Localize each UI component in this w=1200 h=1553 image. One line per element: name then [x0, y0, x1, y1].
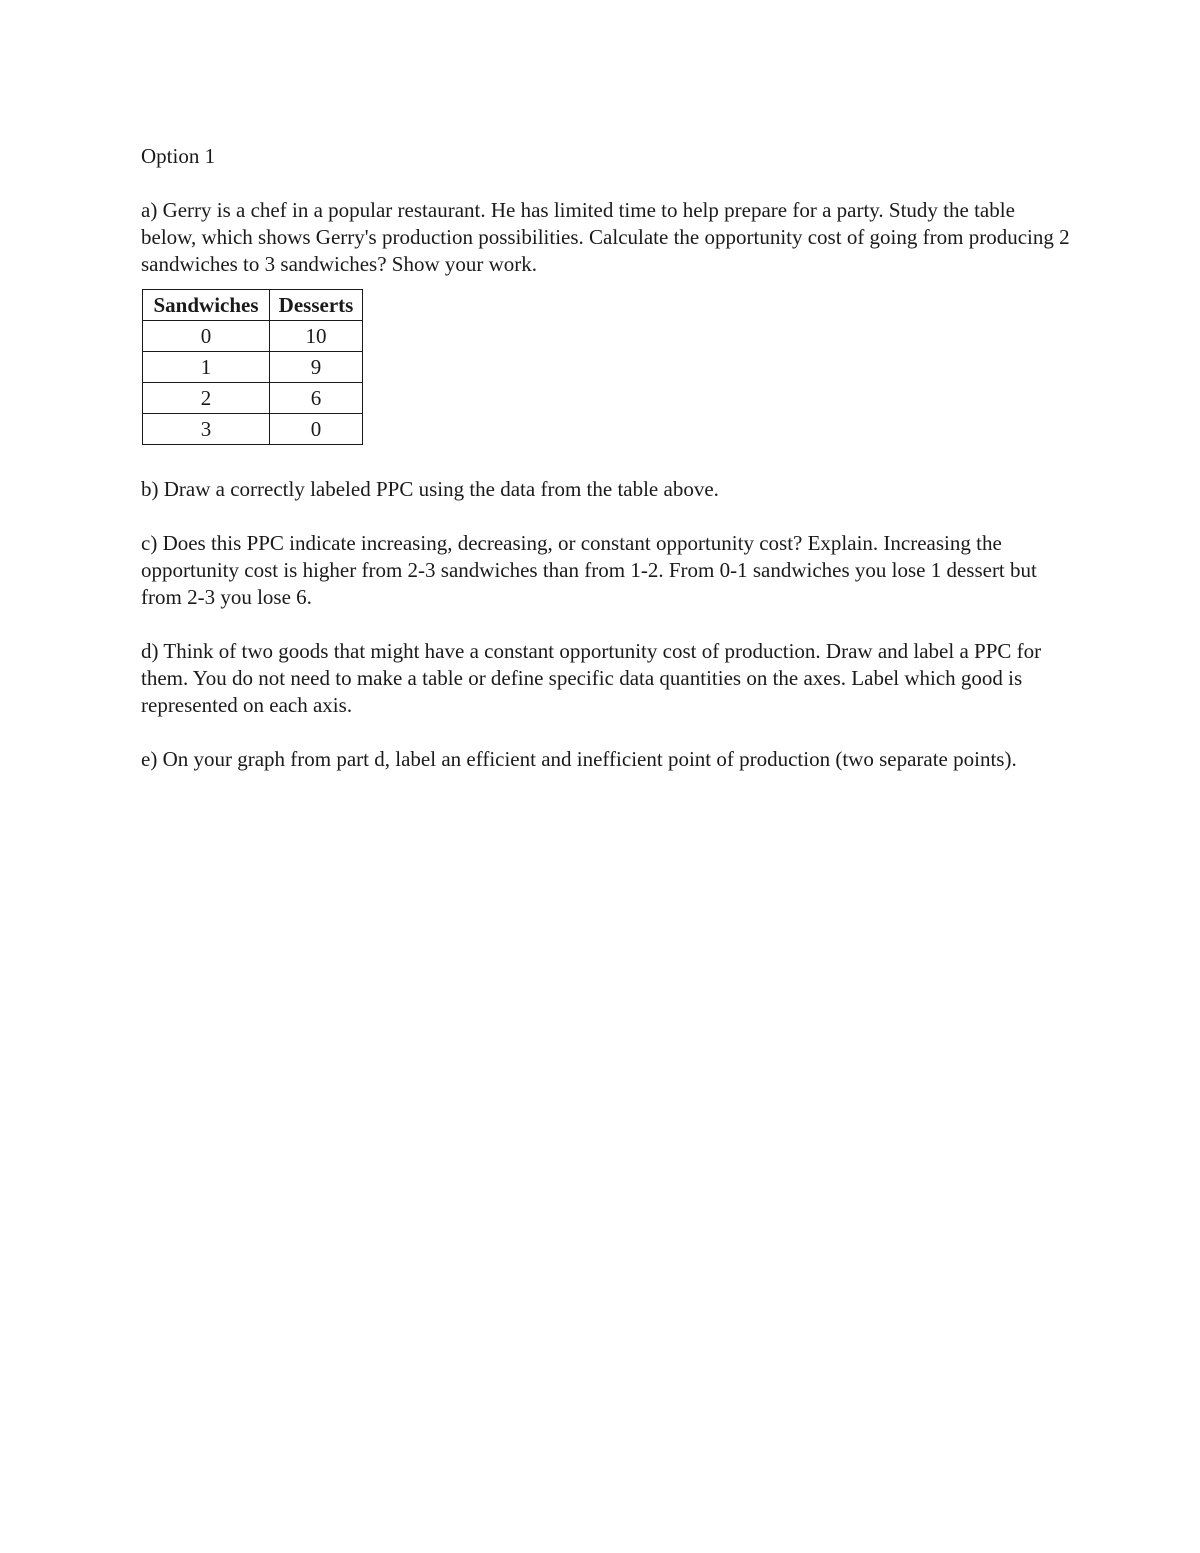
table-cell: 0 — [270, 414, 363, 445]
table-cell: 9 — [270, 352, 363, 383]
header-sandwiches: Sandwiches — [143, 290, 270, 321]
table-cell: 6 — [270, 383, 363, 414]
header-desserts: Desserts — [270, 290, 363, 321]
table-row — [143, 321, 363, 352]
question-c: c) Does this PPC indicate increasing, decreasing, or constant opportunity cost? Explain. Increasing the opportunity cost is higher from 2-3 sandwiches than from 1-2. From 0-1 sandwiches you lose 1 dessert but from 2-3 you lose 6. — [141, 531, 1037, 609]
question-e: e) On your graph from part d, label an efficient and inefficient point of production (two separate points). — [141, 747, 1017, 771]
table-cell: 3 — [143, 414, 270, 445]
question-d: d) Think of two goods that might have a constant opportunity cost of production. Draw and label a PPC for them. You do not need to make a table or define specific data quantities on the axes. Label which good is represented on each axis. — [141, 639, 1042, 717]
document-page — [141, 143, 1071, 800]
table-cell: 2 — [143, 383, 270, 414]
table-row — [143, 414, 363, 445]
table-cell: 10 — [270, 321, 363, 352]
table-header-row — [143, 290, 363, 321]
table-row — [143, 352, 363, 383]
document-title: Option 1 — [141, 144, 216, 168]
table-row — [143, 383, 363, 414]
table-cell: 0 — [143, 321, 270, 352]
question-b: b) Draw a correctly labeled PPC using the data from the table above. — [141, 477, 719, 501]
question-a: a) Gerry is a chef in a popular restaurant. He has limited time to help prepare for a party. Study the table below, which shows Gerry's production possibilities. Calculate the opportunity cost of going from producing 2 sandwiches to 3 sandwiches? Show your work. — [141, 198, 1070, 276]
table-cell: 1 — [143, 352, 270, 383]
production-possibilities-table — [142, 289, 363, 445]
